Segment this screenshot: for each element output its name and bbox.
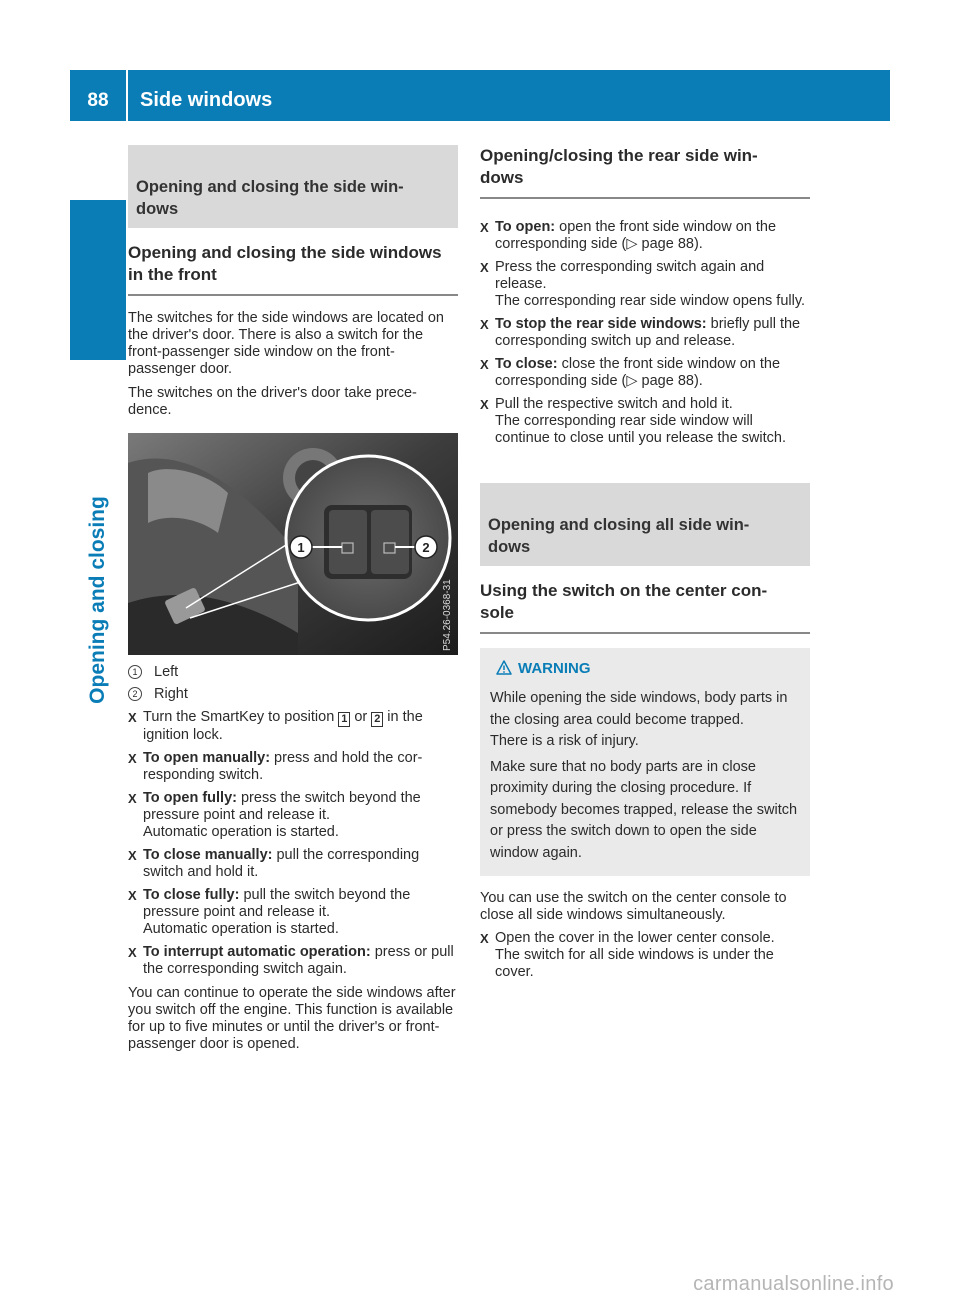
subheading: Opening and closing the side windows in the front	[128, 242, 458, 296]
warning-triangle-icon	[496, 660, 512, 676]
chapter-label: Opening and closing	[86, 496, 109, 704]
instruction-step: X To close: close the front side window on the corresponding side (▷ page 88).	[480, 356, 781, 389]
legend-text: Left	[154, 664, 179, 680]
instruction-step: X Open the cover in the lower center console. The switch for all side windows is under the cover.	[480, 930, 775, 980]
instruction-step: X To close manually: pull the corresponding switch and hold it.	[128, 847, 420, 880]
paragraph: You can use the switch on the center console to close all side windows simultaneously.	[480, 890, 787, 923]
step-arrow-icon: X	[128, 751, 137, 766]
legend-item	[128, 686, 458, 703]
step-arrow-icon: X	[128, 710, 137, 725]
section-title	[480, 483, 810, 566]
step-arrow-icon: X	[480, 397, 489, 412]
column-left	[128, 145, 458, 1053]
instruction-step: X Press the corresponding switch again and release. The corresponding rear side window opens fully.	[480, 259, 806, 309]
subheading: Opening/closing the rear side win- dows	[480, 145, 810, 199]
key-position-2: 2	[371, 712, 383, 727]
instruction-step: X To open fully: press the switch beyond the pressure point and release it. Automatic operation is started.	[128, 790, 421, 840]
step-arrow-icon: X	[480, 220, 489, 235]
instruction-step: X To stop the rear side windows: briefly pull the corresponding switch up and release.	[480, 316, 801, 349]
warning-box	[480, 648, 810, 876]
section-title-text: Opening and closing all side win- dows	[488, 516, 750, 556]
page-title: Side windows	[140, 89, 273, 111]
warning-text: While opening the side windows, body parts in the closing area could become trapped.	[490, 690, 788, 728]
warning-text: There is a risk of injury.	[490, 733, 639, 749]
callout-1-label: 1	[297, 540, 305, 555]
legend-number: 2	[128, 687, 142, 701]
step-arrow-icon: X	[480, 317, 489, 332]
step-arrow-icon: X	[128, 791, 137, 806]
page-number: 88	[87, 90, 109, 111]
callout-2	[415, 536, 437, 558]
section-title-text: Opening and closing the side win- dows	[136, 178, 404, 218]
door-switch-photo	[128, 433, 458, 655]
header-divider	[126, 70, 128, 121]
paragraph: The switches for the side windows are located on the driver's door. There is also a switch for the front-passenger side window on the front-passenger door.	[128, 310, 444, 377]
instruction-step: X To interrupt automatic operation: press or pull the corresponding switch again.	[128, 944, 454, 977]
step-arrow-icon: X	[480, 357, 489, 372]
legend-number: 1	[128, 665, 142, 679]
paragraph: You can continue to operate the side windows after you switch off the engine. This function is available for up to five minutes or until the driver's or front-passenger door is opened.	[128, 985, 456, 1052]
step-arrow-icon: X	[480, 931, 489, 946]
instruction-step: X To open manually: press and hold the cor-responding switch.	[128, 750, 423, 783]
figure-code: P54.26-0368-31	[442, 579, 453, 651]
legend-text: Right	[154, 686, 188, 702]
step-arrow-icon: X	[480, 260, 489, 275]
section-title	[128, 145, 458, 228]
key-position-1: 1	[338, 712, 350, 727]
column-right	[480, 145, 810, 981]
step-arrow-icon: X	[128, 848, 137, 863]
subheading: Using the switch on the center con- sole	[480, 580, 810, 634]
instruction-step: X To open: open the front side window on the corresponding side (▷ page 88).	[480, 219, 777, 252]
callout-1	[290, 536, 312, 558]
instruction-step: X Pull the respective switch and hold it. The corresponding rear side window will continue to close until you release the switch.	[480, 396, 786, 446]
chapter-tab	[70, 200, 126, 360]
callout-2-label: 2	[422, 540, 430, 555]
warning-text: Make sure that no body parts are in close proximity during the closing procedure. If somebody becomes trapped, release the switch or press the switch down to open the side window again.	[490, 758, 798, 861]
step-arrow-icon: X	[128, 888, 137, 903]
legend-item	[128, 664, 458, 681]
instruction-step: X To close fully: pull the switch beyond the pressure point and release it. Automatic operation is started.	[128, 887, 411, 937]
watermark: carmanualsonline.info	[693, 1273, 894, 1295]
step-arrow-icon: X	[128, 945, 137, 960]
paragraph: The switches on the driver's door take prece-dence.	[128, 385, 417, 418]
warning-title: WARNING	[490, 660, 800, 678]
instruction-step: X Turn the SmartKey to position 1 or 2 in the ignition lock.	[128, 709, 423, 743]
